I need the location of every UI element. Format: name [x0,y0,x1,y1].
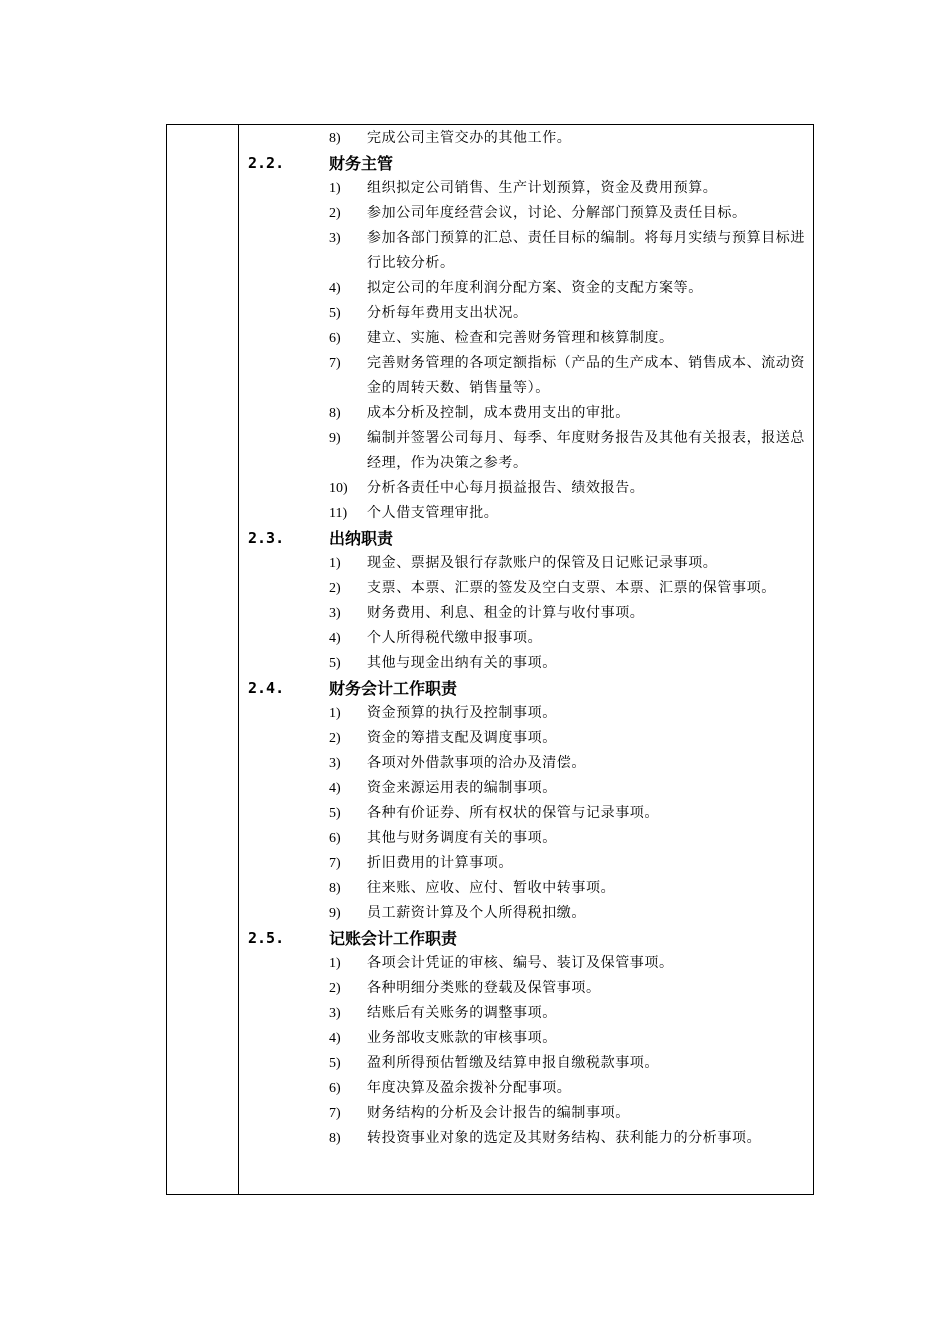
item-text: 各种明细分类账的登载及保管事项。 [367,980,601,996]
item-text: 个人所得税代缴申报事项。 [367,630,543,646]
list-item [248,1001,808,1026]
list-item [248,826,808,851]
list-item [248,326,808,351]
list-item [248,126,808,151]
list-item [248,551,808,576]
item-number: 5) [329,656,341,671]
section-heading [248,926,808,951]
item-number: 6) [329,831,341,846]
list-item [248,426,808,476]
item-text: 拟定公司的年度利润分配方案、资金的支配方案等。 [367,280,703,296]
item-text: 编制并签署公司每月、每季、年度财务报告及其他有关报表，报送总经理，作为决策之参考。 [367,430,805,471]
item-number: 3) [329,756,341,771]
list-item [248,751,808,776]
item-number: 2) [329,731,341,746]
item-number: 4) [329,781,341,796]
list-item [248,501,808,526]
list-item [248,601,808,626]
item-number: 2) [329,206,341,221]
item-number: 5) [329,306,341,321]
list-item [248,1101,808,1126]
section-title: 出纳职责 [329,529,394,548]
list-item [248,726,808,751]
section-heading [248,151,808,176]
list-item [248,401,808,426]
item-text: 往来账、应收、应付、暂收中转事项。 [367,880,616,896]
section [248,126,808,151]
item-text: 转投资事业对象的选定及其财务结构、获利能力的分析事项。 [367,1130,762,1146]
list-item [248,776,808,801]
section [248,526,808,676]
list-item [248,876,808,901]
list-item [248,276,808,301]
item-text: 分析每年费用支出状况。 [367,305,528,321]
item-number: 9) [329,431,341,446]
item-text: 完善财务管理的各项定额指标（产品的生产成本、销售成本、流动资金的周转天数、销售量等）。 [367,355,805,396]
item-text: 现金、票据及银行存款账户的保管及日记账记录事项。 [367,555,718,571]
item-number: 10) [329,481,348,496]
section-title: 财务主管 [329,154,394,173]
item-number: 8) [329,1131,341,1146]
item-number: 1) [329,706,341,721]
item-number: 3) [329,231,341,246]
list-item [248,1126,808,1151]
item-text: 业务部收支账款的审核事项。 [367,1030,557,1046]
item-text: 财务结构的分析及会计报告的编制事项。 [367,1105,630,1121]
item-text: 个人借支管理审批。 [367,505,499,521]
list-item [248,1076,808,1101]
item-number: 2) [329,581,341,596]
item-number: 7) [329,356,341,371]
list-item [248,226,808,276]
item-text: 完成公司主管交办的其他工作。 [367,130,572,146]
item-text: 盈利所得预估暂缴及结算申报自缴税款事项。 [367,1055,659,1071]
item-text: 财务费用、利息、租金的计算与收付事项。 [367,605,645,621]
item-text: 其他与财务调度有关的事项。 [367,830,557,846]
list-item [248,901,808,926]
item-number: 4) [329,631,341,646]
item-text: 分析各责任中心每月损益报告、绩效报告。 [367,480,645,496]
list-item [248,626,808,651]
item-text: 支票、本票、汇票的签发及空白支票、本票、汇票的保管事项。 [367,580,776,596]
item-number: 3) [329,1006,341,1021]
item-number: 8) [329,131,341,146]
item-number: 1) [329,556,341,571]
section [248,676,808,926]
item-text: 结账后有关账务的调整事项。 [367,1005,557,1021]
item-number: 5) [329,806,341,821]
section-number: 2.4. [248,679,285,697]
item-text: 建立、实施、检查和完善财务管理和核算制度。 [367,330,674,346]
section-title: 财务会计工作职责 [329,679,458,698]
section-heading [248,526,808,551]
item-text: 各项会计凭证的审核、编号、装订及保管事项。 [367,955,674,971]
list-item [248,176,808,201]
list-item [248,576,808,601]
item-text: 资金的筹措支配及调度事项。 [367,730,557,746]
item-text: 员工薪资计算及个人所得税扣缴。 [367,905,586,921]
item-number: 2) [329,981,341,996]
item-text: 资金来源运用表的编制事项。 [367,780,557,796]
list-item [248,301,808,326]
item-text: 资金预算的执行及控制事项。 [367,705,557,721]
item-number: 4) [329,1031,341,1046]
item-text: 折旧费用的计算事项。 [367,855,513,871]
section [248,151,808,526]
list-item [248,201,808,226]
item-text: 各项对外借款事项的洽办及清偿。 [367,755,586,771]
list-item [248,851,808,876]
item-text: 组织拟定公司销售、生产计划预算，资金及费用预算。 [367,180,718,196]
duties-list [248,126,808,1151]
section-title: 记账会计工作职责 [329,929,458,948]
item-number: 7) [329,856,341,871]
list-item [248,801,808,826]
item-text: 成本分析及控制，成本费用支出的审批。 [367,405,630,421]
item-number: 9) [329,906,341,921]
item-text: 年度决算及盈余拨补分配事项。 [367,1080,572,1096]
list-item [248,351,808,401]
item-text: 参加各部门预算的汇总、责任目标的编制。将每月实绩与预算目标进行比较分析。 [367,230,805,271]
item-text: 其他与现金出纳有关的事项。 [367,655,557,671]
item-number: 6) [329,331,341,346]
item-number: 1) [329,956,341,971]
item-text: 各种有价证券、所有权状的保管与记录事项。 [367,805,659,821]
section-number: 2.2. [248,154,285,172]
list-item [248,1051,808,1076]
section-number: 2.5. [248,929,285,947]
item-number: 6) [329,1081,341,1096]
section [248,926,808,1151]
item-text: 参加公司年度经营会议，讨论、分解部门预算及责任目标。 [367,205,747,221]
item-number: 11) [329,506,348,521]
column-divider [238,124,239,1195]
list-item [248,951,808,976]
item-number: 8) [329,406,341,421]
list-item [248,701,808,726]
list-item [248,1026,808,1051]
item-number: 7) [329,1106,341,1121]
item-number: 5) [329,1056,341,1071]
item-number: 3) [329,606,341,621]
item-number: 4) [329,281,341,296]
item-number: 8) [329,881,341,896]
section-number: 2.3. [248,529,285,547]
item-number: 1) [329,181,341,196]
list-item [248,976,808,1001]
list-item [248,476,808,501]
section-heading [248,676,808,701]
list-item [248,651,808,676]
